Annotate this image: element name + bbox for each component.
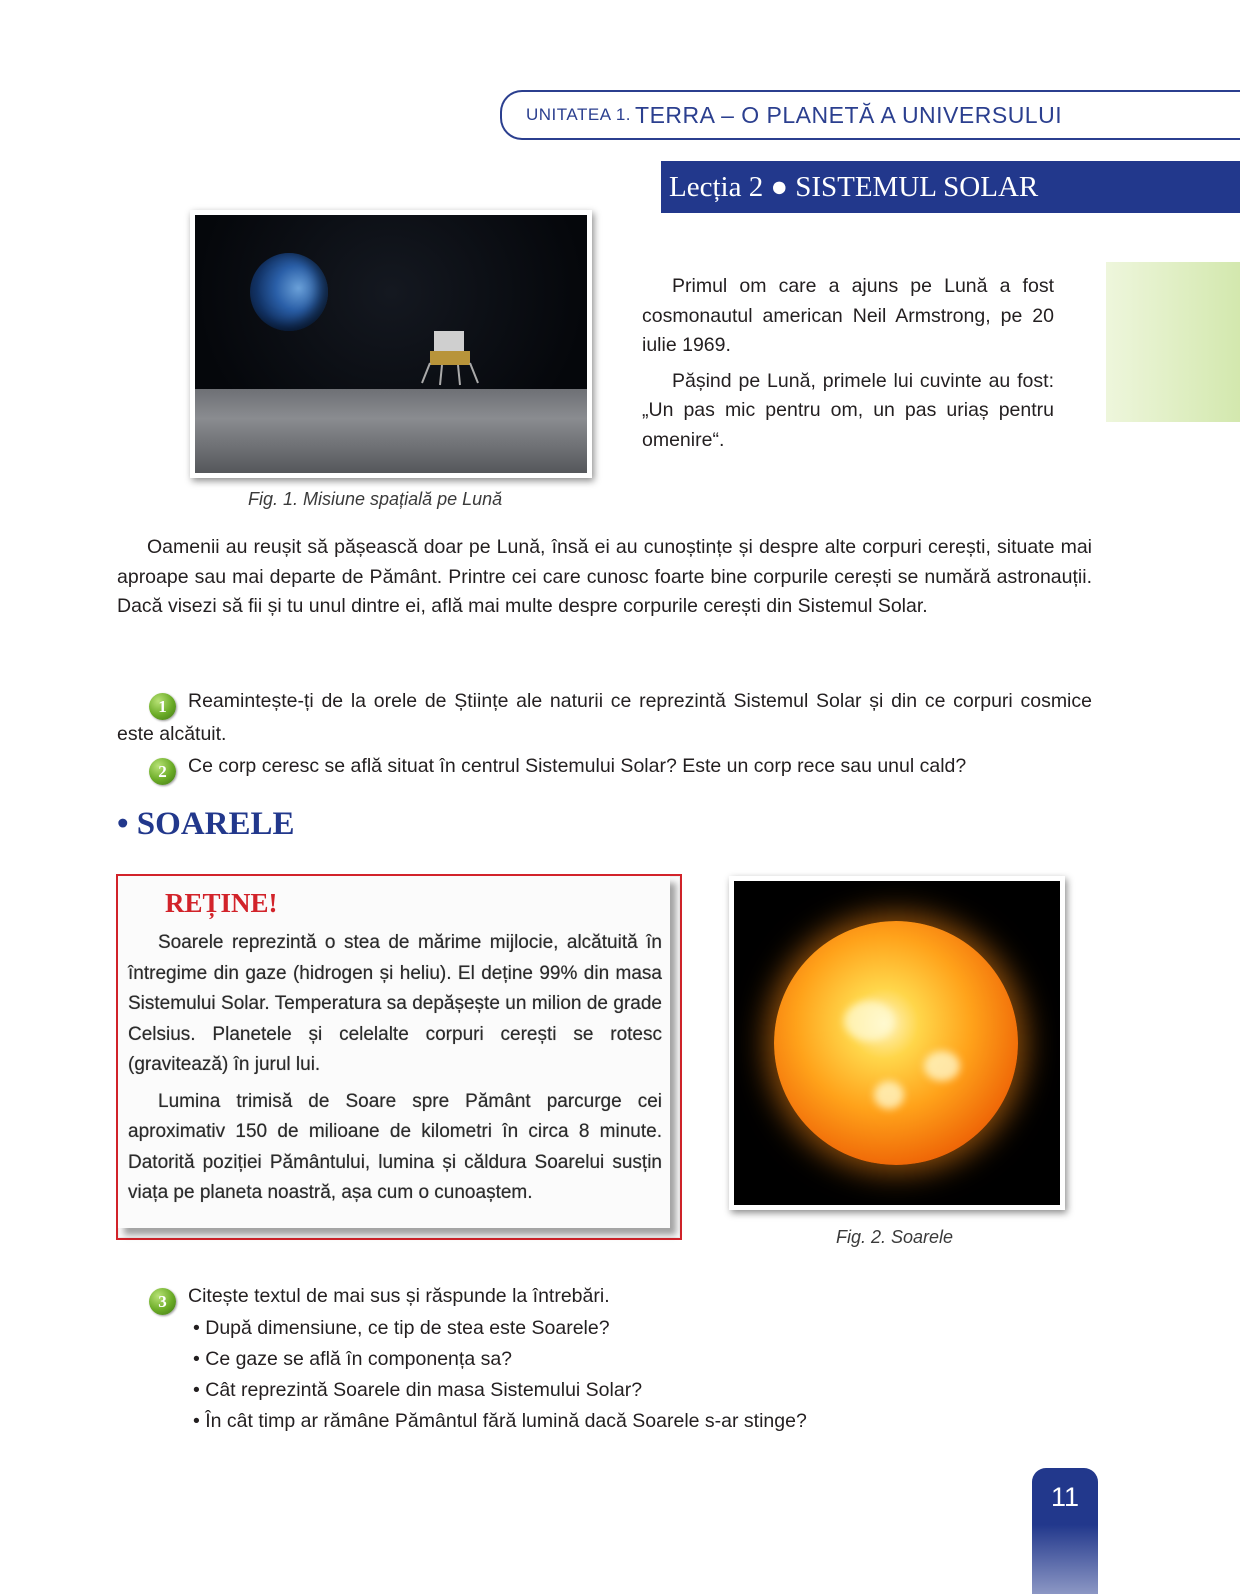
section-title: • SOARELE [117, 806, 295, 842]
intro-text [642, 272, 1054, 455]
list-item: • Ce gaze se află în componența sa? [193, 1348, 513, 1370]
question-number-badge: 1 [149, 693, 176, 720]
question-1 [117, 687, 1092, 750]
lunar-lander-image [420, 323, 480, 388]
sun-image [734, 881, 1060, 1205]
question-3 [149, 1282, 610, 1315]
fig2-caption: Fig. 2. Soarele [836, 1227, 954, 1247]
sun-flare [844, 1001, 894, 1041]
question-text: Citește textul de mai sus și răspunde la întrebări. [188, 1285, 610, 1307]
list-item: • Cât reprezintă Soarele din masa Sistemului Solar? [193, 1379, 643, 1401]
fig2-photo [729, 876, 1065, 1210]
retine-box [116, 874, 682, 1240]
moon-surface [195, 389, 587, 473]
question-number-badge: 2 [149, 758, 176, 785]
question-text: Ce corp ceresc se află situat în centrul Sistemului Solar? Este un corp rece sau unul cald? [188, 755, 967, 777]
intro-paragraph-1: Primul om care a ajuns pe Lună a fost cosmonautul american Neil Armstrong, pe 20 iulie 1969. [642, 275, 1054, 356]
body-paragraph: Oamenii au reușit să pășească doar pe Lună, însă ei au cunoștințe și despre alte corpuri cerești, situate mai aproape sau mai departe de Pământ. Printre cei care cunosc foarte bine corpurile cerești se numără astronauții. Dacă visezi să fii și tu unul dintre ei, află mai multe despre corpurile cerești din Sistemul Solar. [117, 536, 1092, 617]
retine-paragraph-2: Lumina trimisă de Soare spre Pământ parcurge cei aproximativ 150 de milioane de kilometri în circa 8 minute. Datorită poziției Pământului, lumina și căldura Soarelui susțin viața pe planeta noastră, așa cum o cunoaștem. [128, 1090, 662, 1203]
intro-paragraph-2: Pășind pe Lună, primele lui cuvinte au fost: „Un pas mic pentru om, un pas uriaș pentru omenire“. [642, 369, 1054, 451]
retine-text [128, 928, 662, 1215]
question-number-badge: 3 [149, 1288, 176, 1315]
body-text [117, 533, 1092, 622]
retine-paragraph-1: Soarele reprezintă o stea de mărime mijlocie, alcătuită în întregime din gaze (hidrogen și heliu). El deține 99% din masa Sistemului Solar. Temperatura sa depășește un milion de grade Celsius. Planetele și celelalte corpuri cerești se rotesc (gravitează) în jurul lui. [128, 932, 662, 1075]
sun-disc [774, 921, 1018, 1165]
side-tab-decoration [1106, 262, 1240, 422]
unit-title: TERRA – O PLANETĂ A UNIVERSULUI [635, 101, 1063, 128]
sun-flare [874, 1081, 904, 1109]
question-text: Reamintește-ți de la orele de Științe ale naturii ce reprezintă Sistemul Solar și din ce corpuri cosmice este alcătuit. [117, 690, 1092, 746]
earth-image [250, 253, 328, 331]
sun-flare [924, 1051, 960, 1081]
sub-questions-list [193, 1313, 807, 1437]
unit-label: UNITATEA 1. [526, 105, 632, 124]
retine-panel [118, 876, 670, 1228]
fig1-photo [190, 210, 592, 478]
retine-title: REȚINE! [165, 888, 278, 918]
moon-landing-image [195, 215, 587, 473]
lesson-title: Lecția 2 ● SISTEMUL SOLAR [661, 161, 1240, 213]
question-2 [149, 752, 1099, 785]
page-number: 11 [1032, 1468, 1098, 1594]
list-item: • În cât timp ar rămâne Pământul fără lumină dacă Soarele s-ar stinge? [193, 1410, 807, 1432]
list-item: • După dimensiune, ce tip de stea este Soarele? [193, 1317, 610, 1339]
fig1-caption: Fig. 1. Misiune spațială pe Lună [248, 489, 503, 509]
unit-header [500, 90, 1240, 140]
